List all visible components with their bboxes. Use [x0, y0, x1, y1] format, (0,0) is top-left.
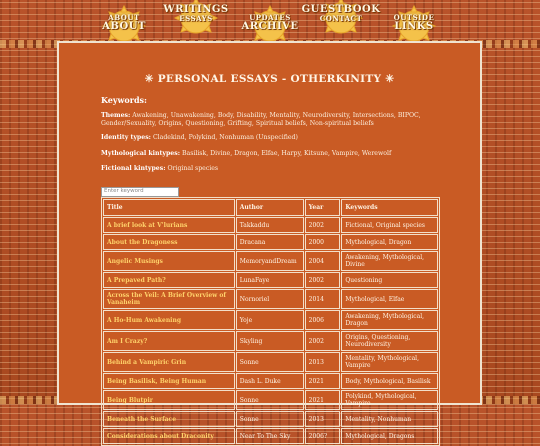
keyword-group-label: Identity types:	[101, 134, 151, 141]
nav-guestbook-label: CONTACT	[319, 14, 363, 23]
essay-title-link[interactable]: Beneath the Surface	[103, 411, 235, 427]
column-header-title[interactable]: Title	[103, 199, 235, 216]
essay-year: 2002	[305, 331, 341, 351]
keyword-group-themes	[101, 112, 441, 128]
essay-author: Yoje	[236, 310, 304, 330]
keyword-group-text: Awakening, Unawakening, Body, Disability, Mentality, Neurodiversity, Intersections, BIPOC, Gender/Sexuality, Origins, Questioning, Grifting, Spiritual beliefs, Non-spiritual beliefs	[101, 112, 421, 127]
essay-keywords: Mythological, Dragon	[341, 234, 438, 250]
main-panel	[57, 41, 482, 440]
essay-year: 2014	[305, 289, 341, 309]
essay-author: Sonne	[236, 390, 304, 410]
essay-author: Skyling	[236, 331, 304, 351]
column-header-keywords[interactable]: Keywords	[341, 199, 438, 216]
essay-author: LunaFaye	[236, 272, 304, 288]
essay-title-link[interactable]: Considerations about Draconity	[103, 428, 235, 444]
nav-essays[interactable]	[165, 0, 227, 36]
essay-keywords: Polykind, Mythological, Vampire	[341, 390, 438, 410]
column-header-author[interactable]: Author	[236, 199, 304, 216]
essay-year: 2006	[305, 310, 341, 330]
table-row	[103, 331, 438, 351]
essay-author: Dracana	[236, 234, 304, 250]
nav-archive[interactable]	[239, 0, 301, 44]
table-row	[103, 411, 438, 427]
essay-title-link[interactable]: Angelic Musings	[103, 251, 235, 271]
table-header-row	[103, 199, 438, 216]
keyword-group-fictional	[101, 165, 441, 173]
essay-keywords: Body, Mythological, Basilisk	[341, 373, 438, 389]
essay-year: 2021	[305, 373, 341, 389]
essay-year: 2021	[305, 390, 341, 410]
essay-author: Nornoriel	[236, 289, 304, 309]
essays-table	[101, 197, 440, 446]
nav-essays-label: ESSAYS	[179, 14, 213, 23]
keyword-group-mythological	[101, 150, 441, 158]
essay-keywords: Questioning	[341, 272, 438, 288]
essay-year: 2013	[305, 411, 341, 427]
essay-year: 2002	[305, 272, 341, 288]
essay-title-link[interactable]: A brief look at V'lurians	[103, 217, 235, 233]
keyword-group-text: Basilisk, Divine, Dragon, Elfae, Harpy, Kitsune, Vampire, Werewolf	[181, 150, 392, 157]
table-row	[103, 234, 438, 250]
essay-year: 2006?	[305, 428, 341, 444]
essay-title-link[interactable]: A Ho-Hum Awakening	[103, 310, 235, 330]
essay-year: 2013	[305, 352, 341, 372]
nav-about-label: ABOUT	[102, 21, 146, 32]
essay-keywords: Mythological, Elfae	[341, 289, 438, 309]
essay-keywords: Awakening, Mythological, Dragon	[341, 310, 438, 330]
essay-author: MemoryandDream	[236, 251, 304, 271]
nav-archive-label: ARCHIVE	[241, 21, 299, 32]
nav-archive-top: UPDATES	[249, 13, 291, 22]
nav-links-top: OUTSIDE	[393, 13, 435, 22]
essay-title-link[interactable]: Am I Crazy?	[103, 331, 235, 351]
essay-keywords: Fictional, Original species	[341, 217, 438, 233]
nav-guestbook[interactable]	[301, 0, 381, 36]
essay-author: Sonne	[236, 411, 304, 427]
keywords-heading: Keywords:	[101, 95, 148, 105]
nav-links-label: LINKS	[394, 21, 434, 32]
table-row	[103, 373, 438, 389]
table-row	[103, 251, 438, 271]
table-row	[103, 390, 438, 410]
essay-year: 2000	[305, 234, 341, 250]
column-header-year[interactable]: Year	[305, 199, 341, 216]
table-row	[103, 428, 438, 444]
nav-about-top: ABOUT	[108, 13, 140, 22]
essay-title-link[interactable]: Behind a Vampiric Grin	[103, 352, 235, 372]
essay-author: Sonne	[236, 352, 304, 372]
keyword-group-label: Themes:	[101, 112, 131, 119]
essay-keywords: Awakening, Mythological, Divine	[341, 251, 438, 271]
top-nav	[0, 0, 540, 40]
essay-author: Dash L. Duke	[236, 373, 304, 389]
nav-guestbook-top: GUESTBOOK	[301, 4, 381, 15]
table-row	[103, 272, 438, 288]
essay-author: Near To The Sky	[236, 428, 304, 444]
essay-year: 2004	[305, 251, 341, 271]
nav-essays-top: WRITINGS	[163, 4, 229, 15]
essay-title-link[interactable]: About the Dragoness	[103, 234, 235, 250]
essay-title-link[interactable]: Being Blutpir	[103, 390, 235, 410]
essay-keywords: Mentality, Nonhuman	[341, 411, 438, 427]
keyword-group-label: Fictional kintypes:	[101, 165, 166, 172]
table-row	[103, 352, 438, 372]
keyword-group-label: Mythological kintypes:	[101, 150, 180, 157]
keyword-group-text: Original species	[167, 165, 219, 172]
essay-keywords: Mentality, Mythological, Vampire	[341, 352, 438, 372]
essay-author: Takkaddu	[236, 217, 304, 233]
table-row	[103, 310, 438, 330]
essay-keywords: Mythological, Dragons	[341, 428, 438, 444]
essay-keywords: Origins, Questioning, Neurodiversity	[341, 331, 438, 351]
keyword-group-identity	[101, 134, 441, 142]
essay-title-link[interactable]: Being Basilisk, Being Human	[103, 373, 235, 389]
essay-year: 2002	[305, 217, 341, 233]
page-title: ✳ PERSONAL ESSAYS - OTHERKINITY ✳	[144, 73, 395, 85]
nav-links[interactable]	[383, 0, 445, 44]
table-row	[103, 217, 438, 233]
keyword-search-input[interactable]: Enter keyword	[101, 187, 179, 197]
keyword-group-text: Cladekind, Polykind, Nonhuman (Unspecified)	[152, 134, 298, 141]
essay-title-link[interactable]: Across the Veil: A Brief Overview of Vanaheim	[103, 289, 235, 309]
nav-about[interactable]	[93, 0, 155, 44]
table-row	[103, 289, 438, 309]
essay-title-link[interactable]: A Prepaved Path?	[103, 272, 235, 288]
